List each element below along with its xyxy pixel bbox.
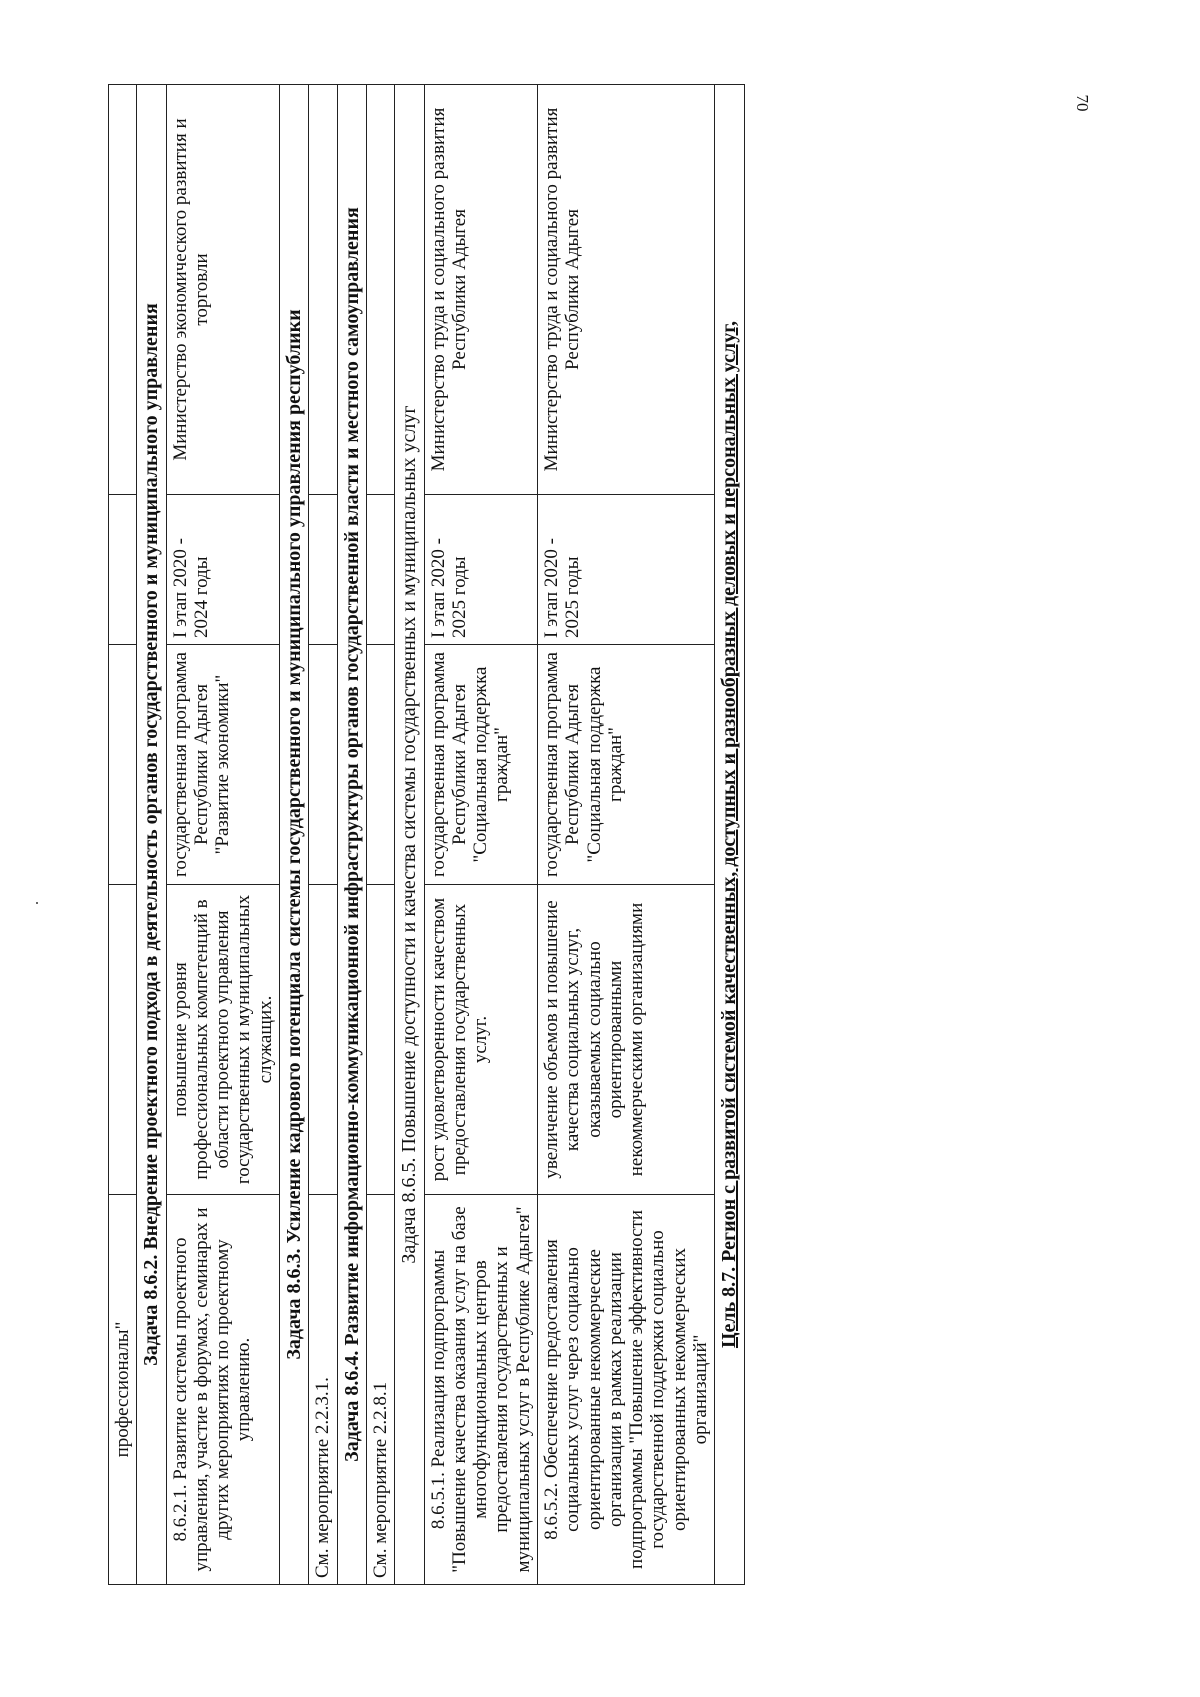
- empty-cell: [309, 885, 337, 1195]
- measures-table: [108, 84, 745, 1585]
- scan-speck: [36, 902, 38, 904]
- task-8-6-5-heading: Задача 8.6.5. Повышение доступности и качества системы государственных и муниципальных услуг: [395, 85, 424, 1585]
- activity-cell: 8.6.5.1. Реализация подпрограммы "Повышение качества оказания услуг на базе многофункциональных центров предоставления государственных и муниципальных услуг в Республике Адыгея": [424, 1195, 537, 1585]
- task-8-6-2-heading: Задача 8.6.2. Внедрение проектного подхода в деятельность органов государственного и муниципального управления: [137, 85, 166, 1585]
- task-8-6-4-heading: Задача 8.6.4. Развитие информационно-коммуникационной инфраструктуры органов государственной власти и местного самоуправления: [337, 85, 366, 1585]
- rotated-table-container: [108, 85, 1048, 1585]
- period-cell: I этап 2020 - 2025 годы: [538, 495, 715, 645]
- empty-cell: [367, 85, 395, 495]
- empty-cell: [367, 885, 395, 1195]
- page-number: 70: [1073, 94, 1092, 112]
- result-cell: рост удовлетворенности качеством предоставления государственных услуг.: [424, 885, 537, 1195]
- result-cell: увеличение объемов и повышение качества социальных услуг, оказываемых социально ориентированными некоммерческими организациями: [538, 885, 715, 1195]
- program-cell: государственная программа Республики Адыгея "Социальная поддержка граждан": [424, 645, 537, 885]
- empty-cell: [109, 645, 137, 885]
- task-header-row: [337, 85, 366, 1585]
- empty-cell: [109, 495, 137, 645]
- period-cell: I этап 2020 - 2025 годы: [424, 495, 537, 645]
- result-cell: повышение уровня профессиональных компетенций в области проектного управления государственных и муниципальных служащих.: [166, 885, 279, 1195]
- table-row: [367, 85, 395, 1585]
- activity-cell: 8.6.5.2. Обеспечение предоставления социальных услуг через социально ориентированные некоммерческие организации в рамках реализации подпрограммы "Повышение эффективности государственной поддержки социально ориентированных некоммерческих организаций": [538, 1195, 715, 1585]
- table-row: [309, 85, 337, 1585]
- executor-cell: Министерство экономического развития и торговли: [166, 85, 279, 495]
- task-8-6-3-heading: Задача 8.6.3. Усиление кадрового потенциала системы государственного и муниципального управления республики: [279, 85, 308, 1585]
- task-header-row: [137, 85, 166, 1585]
- goal-8-7-heading: Цель 8.7. Регион с развитой системой качественных, доступных и разнообразных деловых и персональных услуг,: [715, 85, 744, 1585]
- empty-cell: [109, 885, 137, 1195]
- program-cell: государственная программа Республики Адыгея "Развитие экономики": [166, 645, 279, 885]
- prev-tail-cell: профессионалы": [109, 1195, 137, 1585]
- reference-cell: См. мероприятие 2.2.3.1.: [309, 1195, 337, 1585]
- empty-cell: [309, 645, 337, 885]
- executor-cell: Министерство труда и социального развития Республики Адыгея: [538, 85, 715, 495]
- task-header-row: [279, 85, 308, 1585]
- table-row: [538, 85, 715, 1585]
- empty-cell: [109, 85, 137, 495]
- empty-cell: [309, 85, 337, 495]
- table-row: [424, 85, 537, 1585]
- executor-cell: Министерство труда и социального развития Республики Адыгея: [424, 85, 537, 495]
- empty-cell: [367, 645, 395, 885]
- period-cell: I этап 2020 - 2024 годы: [166, 495, 279, 645]
- task-header-row: [395, 85, 424, 1585]
- table-row: [109, 85, 137, 1585]
- empty-cell: [309, 495, 337, 645]
- reference-cell: См. мероприятие 2.2.8.1: [367, 1195, 395, 1585]
- goal-row: [715, 85, 744, 1585]
- table-row: [166, 85, 279, 1585]
- activity-cell: 8.6.2.1. Развитие системы проектного управления, участие в форумах, семинарах и других мероприятиях по проектному управлению.: [166, 1195, 279, 1585]
- empty-cell: [367, 495, 395, 645]
- program-cell: государственная программа Республики Адыгея "Социальная поддержка граждан": [538, 645, 715, 885]
